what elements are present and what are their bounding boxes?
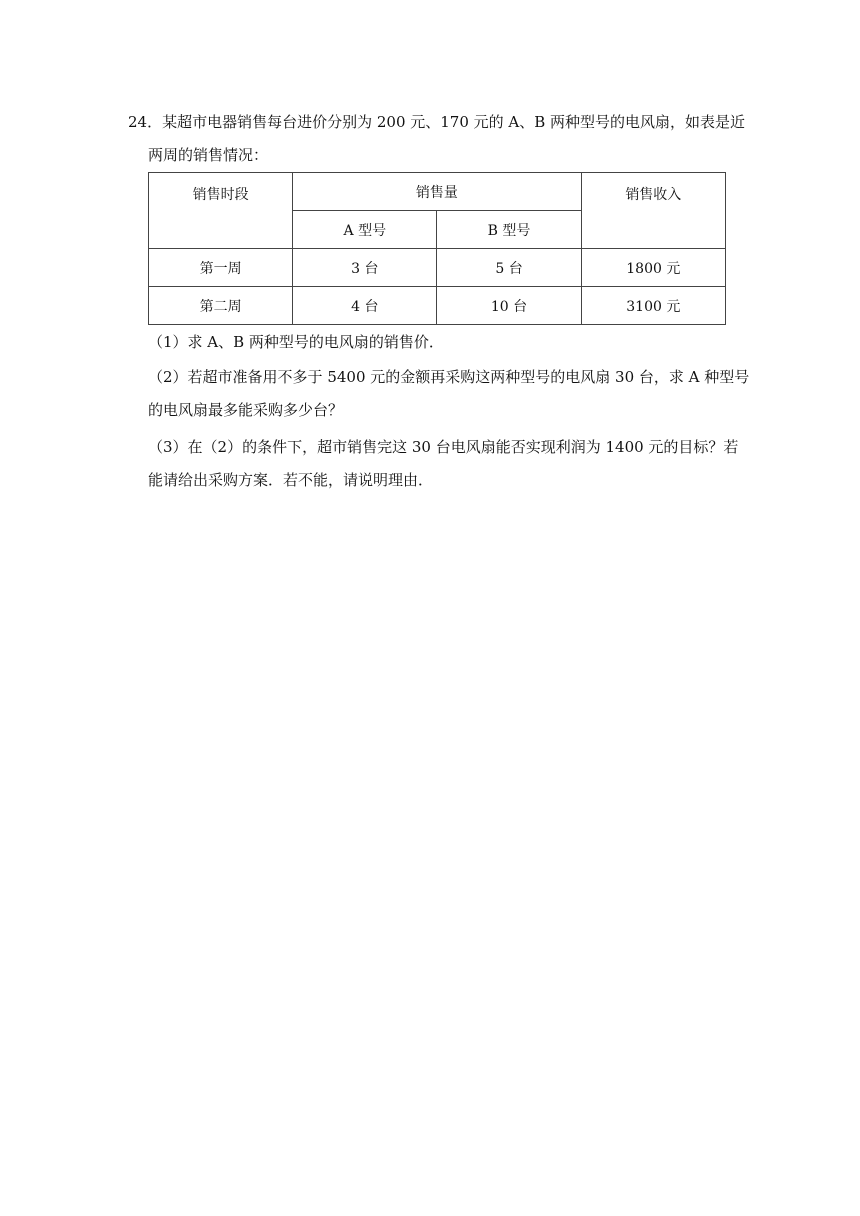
cell-b: 5 台 [437, 249, 581, 287]
table-row [149, 287, 726, 325]
cell-period: 第一周 [149, 249, 293, 287]
part-3-line-1: （3）在（2）的条件下，超市销售完这 30 台电风扇能否实现利润为 1400 元的目标？若 [148, 438, 739, 456]
subheader-b: B 型号 [437, 211, 581, 249]
cell-a: 3 台 [293, 249, 437, 287]
part-1: （1）求 A、B 两种型号的电风扇的销售价． [148, 333, 444, 351]
cell-b: 10 台 [437, 287, 581, 325]
part-2-line-2: 的电风扇最多能采购多少台？ [148, 401, 344, 419]
subheader-a: A 型号 [293, 211, 437, 249]
cell-revenue: 1800 元 [581, 249, 725, 287]
cell-period: 第二周 [149, 287, 293, 325]
header-volume: 销售量 [293, 173, 581, 211]
sales-table [148, 172, 726, 325]
header-period: 销售时段 [149, 173, 293, 249]
table-row [149, 249, 726, 287]
part-2-line-1: （2）若超市准备用不多于 5400 元的金额再采购这两种型号的电风扇 30 台，求 A 种型号 [148, 368, 750, 386]
header-revenue: 销售收入 [581, 173, 725, 249]
cell-revenue: 3100 元 [581, 287, 725, 325]
question-line-2: 两周的销售情况： [148, 146, 269, 164]
question-line-1: 24．某超市电器销售每台进价分别为 200 元、170 元的 A、B 两种型号的电风扇，如表是近 [128, 113, 746, 131]
cell-a: 4 台 [293, 287, 437, 325]
part-3-line-2: 能请给出采购方案．若不能，请说明理由． [148, 471, 434, 489]
